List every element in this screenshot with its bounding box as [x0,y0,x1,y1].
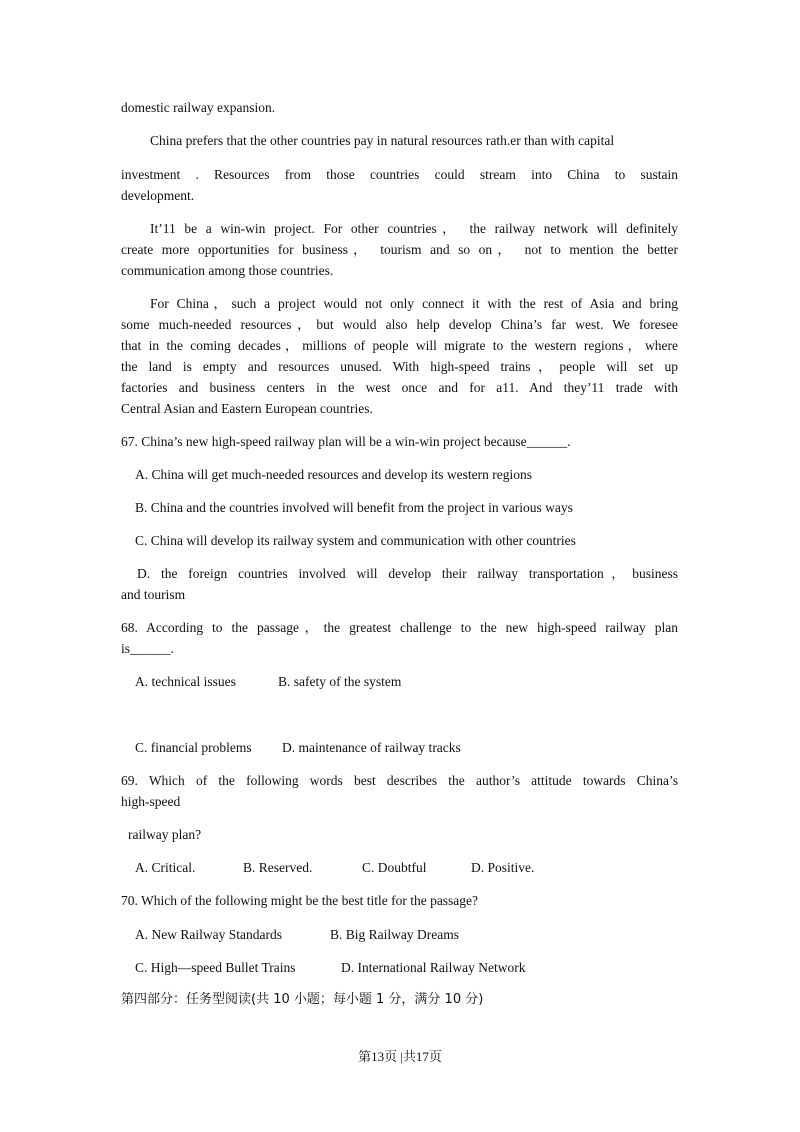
passage-line: factories and business centers in the west once and for a11. And they’11 trade with [121,380,678,395]
passage-line: that in the coming decades，millions of people will migrate to the western regions，where [121,338,678,353]
question-67-option-d-cont: and tourism [121,587,186,602]
question-67-option-c: C. China will develop its railway system and communication with other countries [135,533,576,548]
question-69-option-a: A. Critical. [135,860,196,875]
passage-line: domestic railway expansion. [121,100,276,115]
question-68-stem-cont: is______. [121,641,174,656]
question-68-option-a: A. technical issues [135,674,236,689]
passage-line: some much-needed resources，but would also help develop China’s far west. We foresee [121,317,678,332]
passage-line: development. [121,188,195,203]
question-69-stem: 69. Which of the following words best describes the author’s attitude towards China’s [121,773,678,788]
question-70-option-a: A. New Railway Standards [135,927,282,942]
passage-line: communication among those countries. [121,263,334,278]
passage-line: create more opportunities for business， tourism and so on， not to mention the better [121,242,678,257]
question-69-stem-cont: high-speed [121,794,181,809]
question-68-option-c: C. financial problems [135,740,252,755]
question-70-option-c: C. High—speed Bullet Trains [135,960,296,975]
passage-line: It’11 be a win-win project. For other countries， the railway network will definitely [150,221,678,236]
question-68-option-d: D. maintenance of railway tracks [282,740,461,755]
question-67-option-b: B. China and the countries involved will benefit from the project in various ways [135,500,573,515]
question-70-option-b: B. Big Railway Dreams [330,927,459,942]
question-69-option-c: C. Doubtful [362,860,427,875]
page-footer: 第13页 |共17页 [358,1049,442,1064]
question-67-option-d: D. the foreign countries involved will develop their railway transportation，business [137,566,678,581]
question-70-option-d: D. International Railway Network [341,960,526,975]
question-69-option-d: D. Positive. [471,860,535,875]
passage-line: investment . Resources from those countries could stream into China to sustain [121,167,678,182]
passage-line: Central Asian and Eastern European countries. [121,401,373,416]
question-67-stem: 67. China’s new high-speed railway plan will be a win-win project because______. [121,434,571,449]
question-70-stem: 70. Which of the following might be the best title for the passage? [121,893,479,908]
passage-line: For China，such a project would not only connect it with the rest of Asia and bring [150,296,678,311]
question-67-option-a: A. China will get much-needed resources and develop its western regions [135,467,533,482]
passage-line: the land is empty and resources unused. With high-speed trains，people will set up [121,359,678,374]
question-68-option-b: B. safety of the system [278,674,402,689]
question-68-stem: 68. According to the passage，the greatest challenge to the new high-speed railway plan [121,620,678,635]
question-69-stem-cont: railway plan? [128,827,202,842]
passage-line: China prefers that the other countries pay in natural resources rath.er than with capital [150,133,615,148]
section-heading: 第四部分：任务型阅读(共 10 小题；每小题 1 分，满分 10 分) [121,992,484,1007]
question-69-option-b: B. Reserved. [243,860,313,875]
